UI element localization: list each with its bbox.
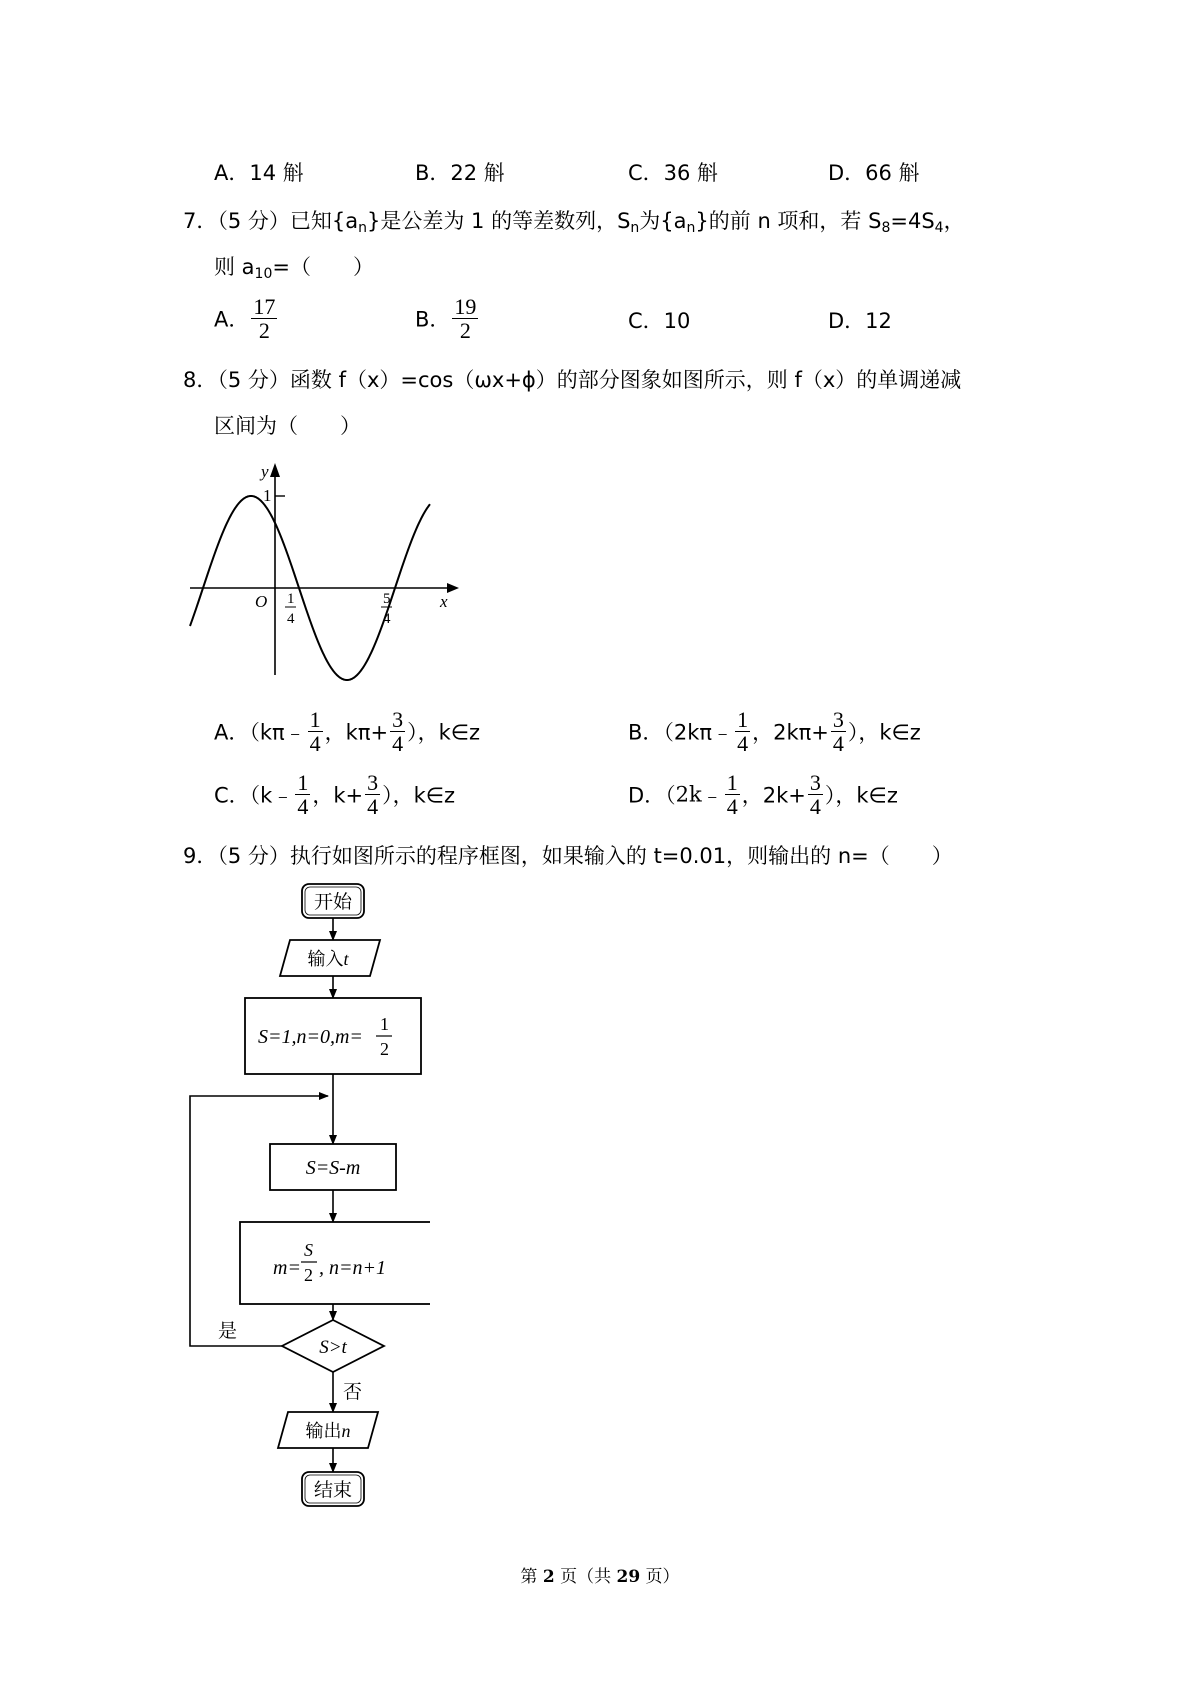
output-label: 输出n [305, 1421, 351, 1442]
no-label: 否 [343, 1381, 363, 1403]
q6-option-b: B．22 斛 [415, 161, 505, 185]
decision-label: S>t [319, 1337, 347, 1358]
q9-stem: 9．（5 分）执行如图所示的程序框图，如果输入的 t=0.01，则输出的 n=（ ） [183, 844, 953, 868]
page-footer: 第 2 页（共 29 页） [520, 1567, 680, 1587]
q8-option-b: B．（2kπ﹣ $\frac{1}{4}$ ，2kπ+ $\frac{3}{4}$ ），k∈z [628, 707, 921, 757]
q7-option-b: B． $\frac{19}{2}$ [415, 294, 477, 344]
q8-option-c: C．（k﹣ $\frac{1}{4}$ ，k+ $\frac{3}{4}$ ），k∈z [214, 770, 456, 820]
y-one-label: 1 [263, 486, 272, 505]
step1-label: S=S-m [305, 1157, 361, 1179]
x-axis-arrow [447, 583, 459, 593]
input-label: 输入t [307, 949, 349, 970]
init-frac-num: 1 [380, 1014, 389, 1034]
q7-stem-line1: 7．（5 分）已知$\{a_n\}$是公差为 1 的等差数列，$S_n$为$\{a_n\}$的前 n 项和，若 $S_8=4S_4$， [183, 209, 965, 236]
q7-option-d: D．12 [828, 309, 892, 333]
tick-five-quarter-den: 4 [383, 611, 391, 627]
origin-label: O [255, 592, 268, 611]
x-label: x [440, 592, 448, 611]
loop-back-arrow [190, 1096, 328, 1346]
init-frac-den: 2 [380, 1039, 389, 1059]
step2-post: , n=n+1 [319, 1257, 386, 1279]
tick-quarter-num: 1 [287, 591, 295, 607]
q6-option-d: D．66 斛 [828, 161, 920, 185]
q8-stem-line2: 区间为（ ） [214, 414, 361, 438]
step2-pre: m= [273, 1257, 301, 1279]
y-axis-arrow [270, 463, 280, 477]
step2-frac-den: 2 [304, 1265, 313, 1285]
yes-label: 是 [218, 1320, 238, 1342]
q6-option-c: C．36 斛 [628, 161, 719, 185]
q7-stem-line2: 则 $a_{10}=$（ ） [214, 255, 374, 282]
q6-option-a: A．14 斛 [214, 161, 304, 185]
q8-option-d: D．（2k﹣ $\frac{1}{4}$ ，2k+ $\frac{3}{4}$ ），k∈z [628, 770, 898, 820]
q9-flowchart [180, 880, 430, 1540]
tick-five-quarter-num: 5 [383, 591, 391, 607]
end-label: 结束 [313, 1479, 353, 1501]
q8-cosine-graph [185, 455, 465, 685]
init-text: S=1,n=0,m= [258, 1026, 363, 1048]
step2-frac-num: S [304, 1240, 313, 1260]
tick-quarter-den: 4 [287, 611, 295, 627]
q7-option-a: A． $\frac{17}{2}$ [214, 294, 276, 344]
q8-stem-line1: 8．（5 分）函数 f（x）=cos（ωx+ϕ）的部分图象如图所示，则 f（x）的单调递减 [183, 368, 962, 392]
start-label: 开始 [313, 891, 353, 913]
q8-option-a: A．（kπ﹣ $\frac{1}{4}$ ，kπ+ $\frac{3}{4}$ ），k∈z [214, 707, 481, 757]
q7-option-c: C．10 [628, 309, 691, 333]
y-label: y [261, 462, 269, 481]
